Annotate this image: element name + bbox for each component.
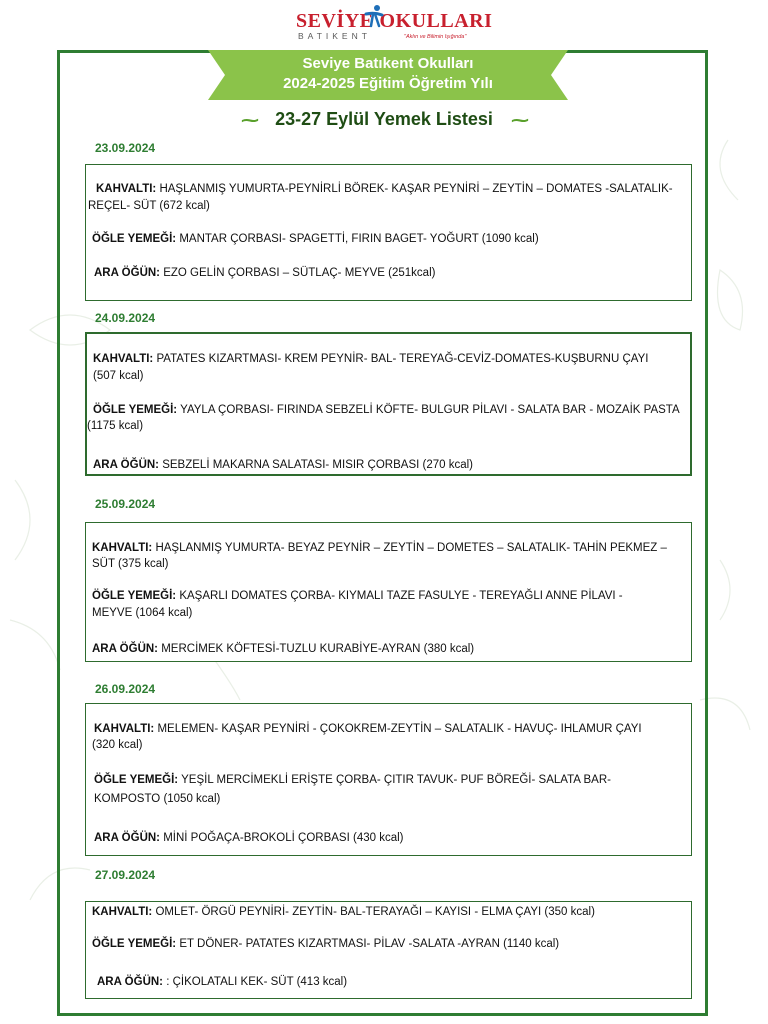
- lunch-items: YAYLA ÇORBASI- FIRINDA SEBZELİ KÖFTE- BULGUR PİLAVI - SALATA BAR - MOZAİK PASTA: [177, 404, 680, 416]
- school-logo: [296, 6, 496, 44]
- snack-items: MİNİ POĞAÇA-BROKOLİ ÇORBASI (430 kcal): [160, 832, 404, 844]
- breakfast-label: KAHVALTI:: [93, 353, 154, 365]
- day-date: 23.09.2024: [95, 141, 156, 155]
- logo-slogan: "Aklın ve Bilimin Işığında": [404, 34, 467, 40]
- snack-items: : ÇİKOLATALI KEK- SÜT (413 kcal): [163, 976, 348, 988]
- snack-label: ARA ÖĞÜN:: [92, 643, 159, 655]
- snack-items: MERCİMEK KÖFTESİ-TUZLU KURABİYE-AYRAN (380 kcal): [158, 643, 475, 655]
- breakfast-line: [93, 351, 648, 367]
- snack-items: EZO GELİN ÇORBASI – SÜTLAÇ- MEYVE (251kcal): [160, 267, 436, 279]
- snack-label: ARA ÖĞÜN:: [94, 832, 161, 844]
- logo-word-seviye: SEVİYE: [296, 10, 374, 32]
- lunch-label: ÖĞLE YEMEĞİ:: [92, 590, 177, 602]
- leaf-left-icon: ⁓: [241, 110, 259, 130]
- breakfast-line: [92, 904, 595, 920]
- leaf-right-icon: ⁓: [511, 110, 529, 130]
- snack-items: SEBZELİ MAKARNA SALATASI- MISIR ÇORBASI (270 kcal): [159, 459, 474, 471]
- breakfast-items: HAŞLANMIŞ YUMURTA- BEYAZ PEYNİR – ZEYTİN – DOMETES – SALATALIK- TAHİN PEKMEZ –: [152, 542, 667, 554]
- lunch-items: YEŞİL MERCİMEKLİ ERİŞTE ÇORBA- ÇITIR TAVUK- PUF BÖREĞİ- SALATA BAR-: [178, 774, 611, 786]
- lunch-line: [92, 231, 539, 247]
- day-date: 27.09.2024: [95, 868, 156, 882]
- logo-subtitle: BATIKENT: [298, 31, 371, 41]
- breakfast-items: OMLET- ÖRGÜ PEYNİRİ- ZEYTİN- BAL-TERAYAĞI – KAYISI - ELMA ÇAYI (350 kcal): [152, 906, 595, 918]
- breakfast-label: KAHVALTI:: [92, 906, 153, 918]
- lunch-label: ÖĞLE YEMEĞİ:: [92, 233, 177, 245]
- snack-line: [93, 457, 473, 473]
- menu-title: 23-27 Eylül Yemek Listesi: [275, 109, 493, 129]
- logo-word-okullari: OKULLARI: [379, 10, 493, 32]
- day-menu-box: [85, 164, 692, 301]
- snack-line: [97, 974, 347, 990]
- lunch-line: [92, 588, 623, 604]
- school-name: Seviye Batıkent Okulları: [302, 55, 474, 72]
- day-menu-box: [85, 703, 692, 856]
- snack-label: ARA ÖĞÜN:: [97, 976, 164, 988]
- snack-label: ARA ÖĞÜN:: [93, 459, 160, 471]
- breakfast-label: KAHVALTI:: [92, 542, 153, 554]
- breakfast-line: [94, 721, 642, 737]
- lunch-items: ET DÖNER- PATATES KIZARTMASI- PİLAV -SALATA -AYRAN (1140 kcal): [176, 938, 560, 950]
- breakfast-label: KAHVALTI:: [94, 723, 155, 735]
- logo-wordmark: [296, 10, 492, 33]
- breakfast-line: [92, 540, 667, 556]
- snack-line: [94, 265, 435, 281]
- lunch-line: [93, 402, 680, 418]
- lunch-items: KAŞARLI DOMATES ÇORBA- KIYMALI TAZE FASULYE - TEREYAĞLI ANNE PİLAVI -: [176, 590, 623, 602]
- day-date: 26.09.2024: [95, 682, 156, 696]
- breakfast-items: HAŞLANMIŞ YUMURTA-PEYNİRLİ BÖREK- KAŞAR PEYNİRİ – ZEYTİN – DOMATES -SALATALIK-: [156, 183, 673, 195]
- breakfast-line-cont: REÇEL- SÜT (672 kcal): [88, 200, 210, 212]
- breakfast-line: [96, 181, 673, 197]
- breakfast-items: MELEMEN- KAŞAR PEYNİRİ - ÇOKOKREM-ZEYTİN – SALATALIK - HAVUÇ- IHLAMUR ÇAYI: [154, 723, 642, 735]
- lunch-items: MANTAR ÇORBASI- SPAGETTİ, FIRIN BAGET- YOĞURT (1090 kcal): [176, 233, 539, 245]
- lunch-line-cont: KOMPOSTO (1050 kcal): [94, 793, 221, 805]
- person-icon: [362, 4, 386, 28]
- day-menu-box: [85, 522, 692, 662]
- day-menu-box: [85, 901, 692, 999]
- day-date: 25.09.2024: [95, 497, 156, 511]
- breakfast-line-cont: (320 kcal): [92, 739, 143, 751]
- breakfast-line-cont: (507 kcal): [93, 370, 144, 382]
- day-date: 24.09.2024: [95, 311, 156, 325]
- snack-line: [94, 830, 404, 846]
- title-ribbon: [208, 50, 568, 100]
- lunch-line-cont: (1175 kcal): [87, 420, 144, 432]
- breakfast-label: KAHVALTI:: [96, 183, 157, 195]
- lunch-label: ÖĞLE YEMEĞİ:: [93, 404, 178, 416]
- lunch-line: [92, 936, 559, 952]
- snack-line: [92, 641, 474, 657]
- snack-label: ARA ÖĞÜN:: [94, 267, 161, 279]
- ribbon-title: [208, 54, 568, 94]
- academic-year: 2024-2025 Eğitim Öğretim Yılı: [283, 75, 493, 92]
- lunch-line-cont: MEYVE (1064 kcal): [92, 607, 193, 619]
- lunch-label: ÖĞLE YEMEĞİ:: [92, 938, 177, 950]
- breakfast-line-cont: SÜT (375 kcal): [92, 558, 169, 570]
- lunch-line: [94, 772, 611, 788]
- day-menu-box: [85, 332, 692, 476]
- lunch-label: ÖĞLE YEMEĞİ:: [94, 774, 179, 786]
- breakfast-items: PATATES KIZARTMASI- KREM PEYNİR- BAL- TEREYAĞ-CEVİZ-DOMATES-KUŞBURNU ÇAYI: [153, 353, 649, 365]
